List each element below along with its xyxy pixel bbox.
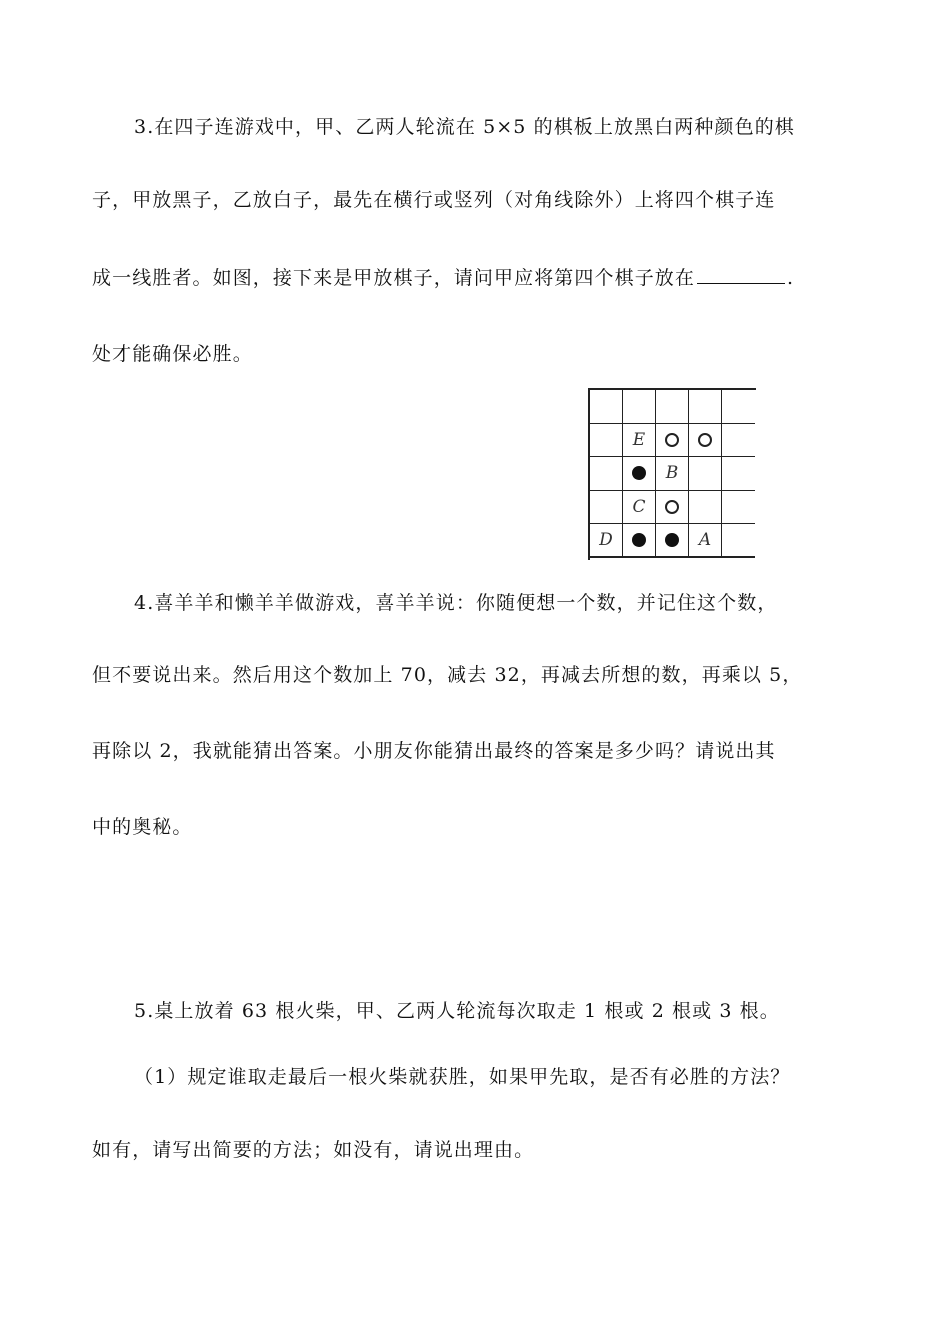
board-cell [722, 424, 755, 458]
board-cell [590, 390, 623, 424]
q3-line-4: 处才能确保必胜。 [92, 343, 253, 365]
q4-line-4: 中的奥秘。 [92, 816, 193, 838]
white-stone [665, 500, 679, 514]
black-stone [632, 466, 646, 480]
q5-subquestion-1: （1）规定谁取走最后一根火柴就获胜，如果甲先取，是否有必胜的方法？ [134, 1066, 791, 1088]
q5-line-1: 5.桌上放着 63 根火柴，甲、乙两人轮流每次取走 1 根或 2 根或 3 根。 [134, 1000, 780, 1022]
q4-line-2: 但不要说出来。然后用这个数加上 70，减去 32，再减去所想的数，再乘以 5， [92, 664, 803, 686]
white-stone [665, 433, 679, 447]
board-cell [689, 524, 722, 558]
q3-line-3-text: 成一线胜者。如图，接下来是甲放棋子，请问甲应将第四个棋子放在 [92, 267, 696, 289]
cell-label: D [599, 530, 613, 551]
cell-label: A [698, 530, 712, 551]
q4-line-1: 4.喜羊羊和懒羊羊做游戏，喜羊羊说：你随便想一个数，并记住这个数， [134, 592, 778, 614]
board-cell [689, 424, 722, 458]
board-cell [623, 424, 656, 458]
q3-line-3 [92, 264, 794, 292]
board-cell [590, 524, 623, 558]
board-cell [656, 457, 689, 491]
cell-label: B [665, 463, 679, 484]
board-cell [689, 390, 722, 424]
board-cell [623, 390, 656, 424]
answer-blank [697, 265, 785, 284]
white-stone [698, 433, 712, 447]
board-cell [623, 524, 656, 558]
cell-label: E [632, 429, 646, 450]
board-cell [722, 390, 755, 424]
blank-suffix: . [787, 267, 795, 289]
q4-line-3: 再除以 2，我就能猜出答案。小朋友你能猜出最终的答案是多少吗？请说出其 [92, 740, 776, 762]
board-cell [656, 491, 689, 525]
board-cell [722, 457, 755, 491]
board-cell [656, 424, 689, 458]
board-cell [656, 524, 689, 558]
game-board [588, 388, 756, 560]
board-cell [623, 457, 656, 491]
q3-line-1: 3.在四子连游戏中，甲、乙两人轮流在 5×5 的棋板上放黑白两种颜色的棋 [134, 116, 795, 138]
board-cell [689, 491, 722, 525]
board-cell [623, 491, 656, 525]
black-stone [665, 533, 679, 547]
black-stone [632, 533, 646, 547]
q5-line-3: 如有，请写出简要的方法；如没有，请说出理由。 [92, 1139, 535, 1161]
q3-line-2: 子，甲放黑子，乙放白子，最先在横行或竖列（对角线除外）上将四个棋子连 [92, 189, 776, 211]
board-cell [590, 491, 623, 525]
board-cell [722, 491, 755, 525]
board-cell [656, 390, 689, 424]
board-cell [590, 424, 623, 458]
cell-label: C [632, 497, 646, 518]
board-cell [722, 524, 755, 558]
board-cell [590, 457, 623, 491]
board-cell [689, 457, 722, 491]
